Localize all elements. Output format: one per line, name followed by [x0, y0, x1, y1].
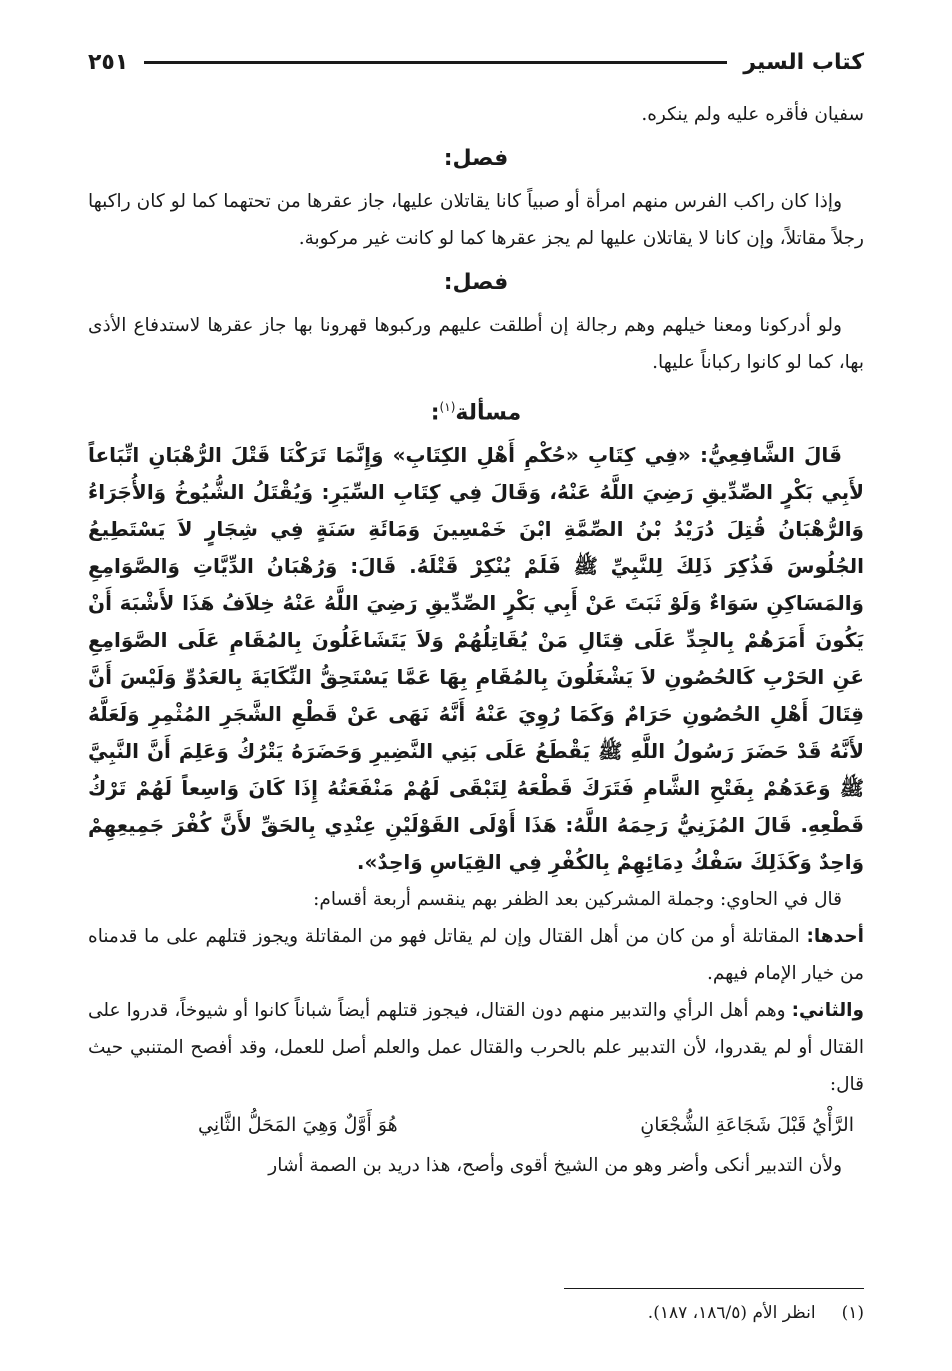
verse-second-hemistich: هُوَ أَوَّلٌ وَهِيَ المَحَلُّ الثَّانِي: [198, 1114, 398, 1137]
footnote-ref: (١): [439, 400, 456, 414]
section-heading-fasl-1: فصل:: [443, 146, 509, 171]
category-label-second: والثاني:: [791, 1000, 864, 1022]
paragraph-last-line: ولأن التدبير أنكى وأضر وهو من الشيخ أقوى وأصح، هذا دريد بن الصمة أشار: [268, 1155, 842, 1177]
category-text-second: وهم أهل الرأي والتدبير منهم دون القتال، فيجوز قتلهم أيضاً شباناً كانوا أو شيوخاً، قدروا على القتال أو لم يقدروا، لأن التدبير علم بالحرب والقتال عمل والعلم أصل للعمل، وقد أفصح المتنبي حيث قال:: [88, 1000, 864, 1096]
section-heading-fasl-2: فصل:: [443, 270, 509, 295]
category-label-first: أحدها:: [806, 926, 864, 948]
poetry-verse: [88, 1103, 864, 1147]
shafii-quote: قَالَ الشَّافِعِيُّ: «فِي كِتَابِ «حُكْمِ أَهْلِ الكِتَابِ» وَإِنَّمَا تَرَكْنَا قَتْلَ الرُّهْبَانِ اتِّبَاعاً لأَبِي بَكْرٍ الصِّدِّيقِ رَضِيَ اللَّهُ عَنْهُ، وَقَالَ فِي كِتَابِ السِّيَرِ: وَيُقْتَلُ الشُّيُوخُ وَالأُجَرَاءُ وَالرُّهْبَانُ قُتِلَ دُرَيْدُ بْنُ الصِّمَّةِ ابْنَ خَمْسِينَ وَمَائَةِ سَنَةٍ فِي شِجَارٍ لاَ يَسْتَطِيعُ الجُلُوسَ فَذُكِرَ ذَلِكَ لِلنَّبِيِّ ﷺ فَلَمْ يُنْكِرْ قَتْلَهُ. قَالَ: وَرُهْبَانُ الدِّيَّاتِ وَالصَّوَامِعِ وَالمَسَاكِنِ سَوَاءٌ وَلَوْ ثَبَتَ عَنْ أَبِي بَكْرٍ الصِّدِّيقِ رَضِيَ اللَّهُ عَنْهُ خِلاَفُ هَذَا لأَشْبَهَ أَنْ يَكُونَ أَمَرَهُمْ بِالجِدِّ عَلَى قِتَالِ مَنْ يُقَاتِلُهُمْ وَلاَ يَتَشَاغَلُونَ بِالمُقَامِ عَلَى الصَّوَامِعِ عَنِ الحَرْبِ كَالحُصُونِ لاَ يَشْغَلُونَ بِالمُقَامِ بِهَا عَمَّا يَسْتَحِقُّ النِّكَايَةَ بِالعَدُوِّ وَلَيْسَ أَنَّ قِتَالَ أَهْلِ الحُصُونِ حَرَامٌ وَكَمَا رُوِيَ عَنْهُ أَنَّهُ نَهَى عَنْ قَطْعِ الشَّجَرِ المُثْمِرِ وَلَعَلَّهُ لأَنَّهُ قَدْ حَضَرَ رَسُولُ اللَّهِ ﷺ يَقْطَعُ عَلَى بَنِي النَّضِيرِ وَحَضَرَهُ يَتْرُكُ وَعَلِمَ أَنَّ النَّبِيَّ ﷺ وَعَدَهُمْ بِفَتْحِ الشَّامِ فَتَرَكَ قَطْعَهُ لِتَبْقَى لَهُمْ مَنْفَعَتُهُ إِذَا كَانَ وَاسِعاً لَهُمْ تَرْكُ قَطْعِهِ. قَالَ المُزَنِيُّ رَحِمَهُ اللَّهُ: هَذَا أَوْلَى القَوْلَيْنِ عِنْدِي بِالحَقِّ لأَنَّ كُفْرَ جَمِيعِهِمْ وَاحِدٌ وَكَذَلِكَ سَفْكُ دِمَائِهِمْ بِالكُفْرِ فِي القِيَاسِ وَاحِدٌ».: [88, 443, 864, 875]
footnote-number: (١): [841, 1303, 864, 1323]
running-head: [88, 40, 864, 84]
paragraph-infantry: ولو أدركونا ومعنا خيلهم وهم رجالة إن أطلقت عليهم وركبوها قهرونا بها جاز عقرها لاستدفاع الأذى بها، كما لو كانوا ركباناً عليها.: [88, 315, 864, 373]
verse-first-hemistich: الرَّأْيُ قَبْلَ شَجَاعَةِ الشُّجْعَانِ: [640, 1114, 854, 1137]
footnote: [88, 1296, 864, 1330]
paragraph-horse-rider: وإذا كان راكب الفرس منهم امرأة أو صبياً كانا يقاتلان عليها، جاز عقرها من تحتهما كما لو كان راكبها رجلاً مقاتلاً، وإن كانا لا يقاتلان عليها لم يجز عقرها كما لو كانت غير مركوبة.: [88, 191, 864, 249]
footnote-rule: [564, 1288, 864, 1289]
paragraph-first-category: [88, 918, 864, 992]
header-rule: [144, 61, 727, 64]
category-text-first: المقاتلة أو من كان من أهل القتال وإن لم يقاتل فهو من المقاتلة ويجوز قتلهم على ما قدمناه من خيار الإمام فيهم.: [88, 926, 864, 985]
page-body: [88, 96, 864, 1184]
paragraph-continuation: سفيان فأقره عليه ولم ينكره.: [641, 104, 864, 125]
paragraph-hawi-intro: قال في الحاوي: وجملة المشركين بعد الظفر بهم ينقسم أربعة أقسام:: [313, 889, 842, 911]
section-heading-masala: [88, 387, 864, 433]
masala-label: مسألة: [455, 400, 522, 426]
paragraph-second-category: [88, 992, 864, 1103]
book-title: كتاب السير: [743, 49, 864, 75]
footnote-text: انظر الأم (١٨٦/٥، ١٨٧).: [647, 1303, 816, 1323]
masala-colon: :: [430, 400, 440, 426]
page-number: ٢٥١: [88, 49, 129, 75]
